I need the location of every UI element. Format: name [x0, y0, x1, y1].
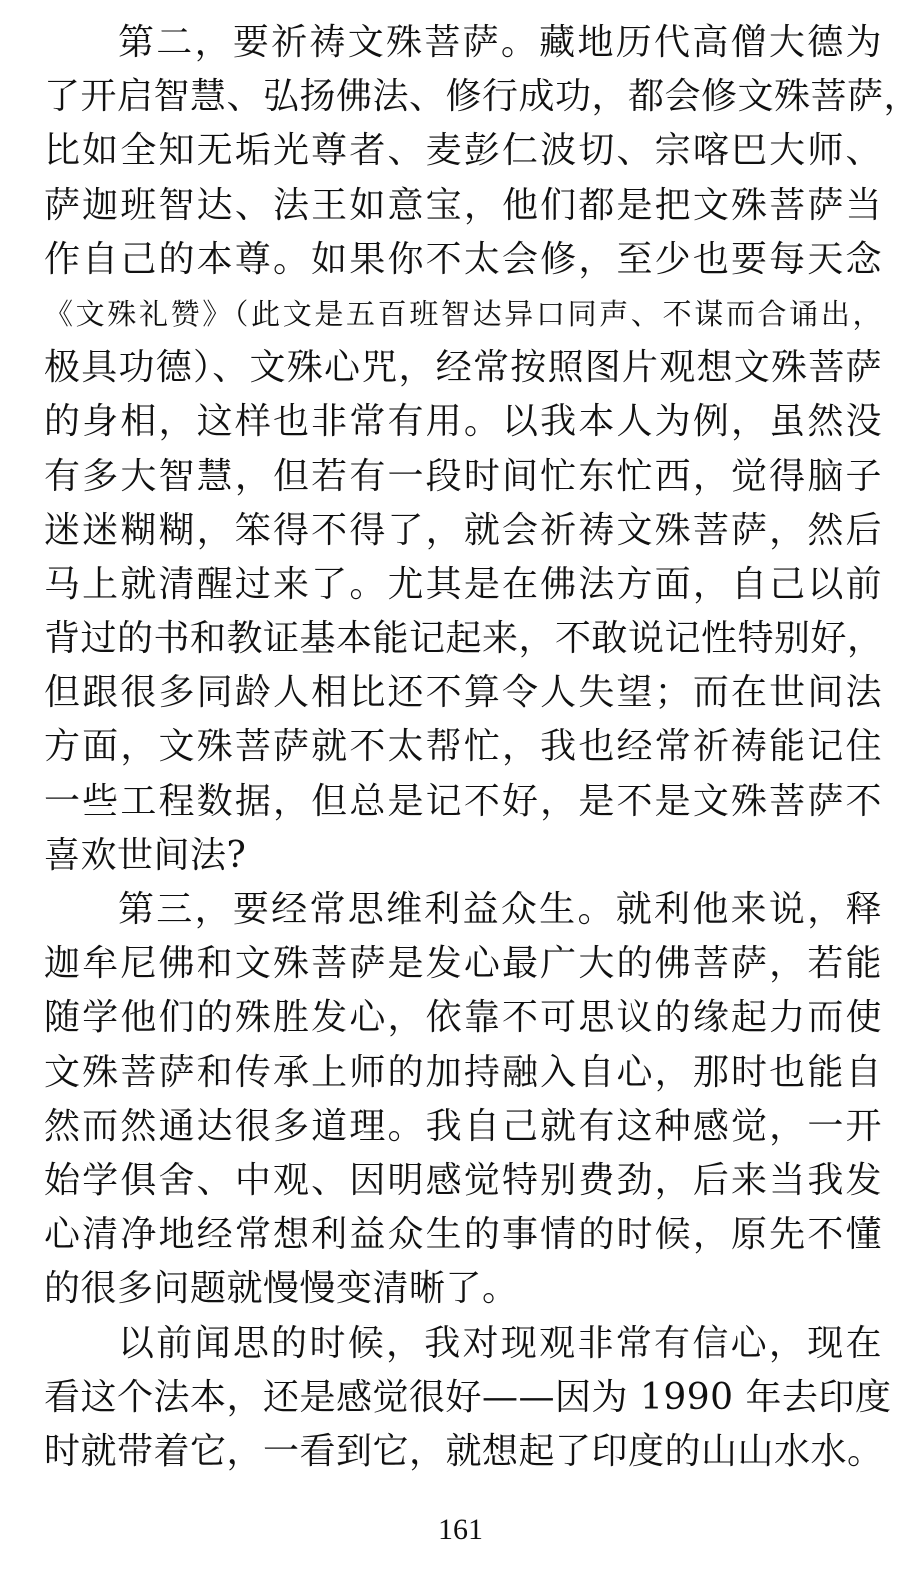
text-line: 然而然通达很多道理。我自己就有这种感觉，一开 [44, 1105, 882, 1147]
text-line: 马上就清醒过来了。尤其是在佛法方面，自己以前 [44, 563, 882, 605]
text-line: 迦牟尼佛和文殊菩萨是发心最广大的佛菩萨，若能 [44, 943, 882, 985]
text-line: 但跟很多同龄人相比还不算令人失望；而在世间法 [44, 672, 882, 714]
text-line: 作自己的本尊。如果你不太会修，至少也要每天念 [44, 238, 882, 280]
text-line: 喜欢世间法? [44, 834, 247, 876]
text-line: 心清净地经常想利益众生的事情的时候，原先不懂 [44, 1214, 882, 1256]
text-line: 有多大智慧，但若有一段时间忙东忙西，觉得脑子 [44, 455, 882, 497]
text-line: 时就带着它，一看到它，就想起了印度的山山水水。 [44, 1430, 884, 1472]
text-line: 的很多问题就慢慢变清晰了。 [44, 1268, 519, 1310]
text-line: 第二，要祈祷文殊菩萨。藏地历代高僧大德为 [118, 22, 882, 63]
text-line: 迷迷糊糊，笨得不得了，就会祈祷文殊菩萨，然后 [44, 509, 882, 551]
text-line: 了开启智慧、弘扬佛法、修行成功，都会修文殊菩萨， [44, 76, 921, 118]
text-line: 始学俱舍、中观、因明感觉特别费劲，后来当我发 [44, 1159, 882, 1201]
text-line: 背过的书和教证基本能记起来，不敢说记性特别好， [44, 618, 884, 660]
body-text [44, 16, 921, 1479]
text-line: 方面，文殊菩萨就不太帮忙，我也经常祈祷能记住 [44, 726, 882, 768]
text-line: 文殊菩萨和传承上师的加持融入自心，那时也能自 [44, 1051, 882, 1093]
text-line: 的身相，这样也非常有用。以我本人为例，虽然没 [44, 401, 882, 443]
text-line: 一些工程数据，但总是记不好，是不是文殊菩萨不 [44, 780, 882, 822]
text-line: 极具功德）、文殊心咒，经常按照图片观想文殊菩萨 [44, 347, 882, 389]
text-line: 比如全知无垢光尊者、麦彭仁波切、宗喀巴大师、 [44, 130, 882, 172]
text-line: 随学他们的殊胜发心，依靠不可思议的缘起力而使 [44, 997, 882, 1039]
text-line: 萨迦班智达、法王如意宝，他们都是把文殊菩萨当 [44, 184, 882, 226]
text-line: 《文殊礼赞》（此文是五百班智达异口同声、不谋而合诵出， [44, 296, 882, 331]
page-number: 161 [438, 1513, 483, 1546]
text-line: 以前闻思的时候，我对现观非常有信心，现在 [118, 1322, 882, 1364]
text-line: 第三，要经常思维利益众生。就利他来说，释 [118, 889, 882, 930]
text-line: 看这个法本，还是感觉很好——因为 1990 年去印度 [44, 1376, 892, 1418]
